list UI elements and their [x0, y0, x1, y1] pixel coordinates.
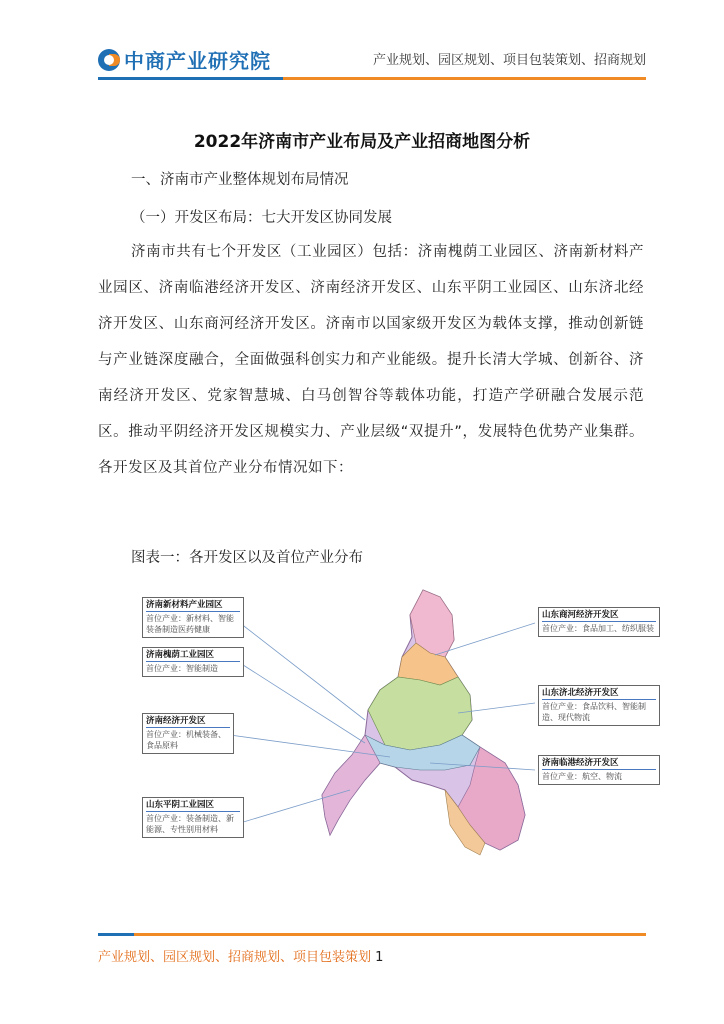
figure-caption: 图表一：各开发区以及首位产业分布	[131, 550, 363, 566]
callout-desc: 首位产业：食品饮料、智能制造、现代物流	[542, 702, 646, 722]
footer-divider-blue	[98, 933, 134, 936]
callout-title: 山东平阴工业园区	[146, 800, 240, 812]
page-number: 1	[375, 950, 384, 965]
callout-lingang-zone	[538, 755, 660, 785]
callout-title: 济南新材料产业园区	[146, 600, 240, 612]
body-paragraph: 济南市共有七个开发区（工业园区）包括：济南槐荫工业园区、济南新材料产业园区、济南临港经济开发区、济南经济开发区、山东平阴工业园区、山东济北经济开发区、山东商河经济开发区。济南市以国家级开发区为载体支撑，推动创新链与产业链深度融合，全面做强科创实力和产业能级。提升长清大学城、创新谷、济南经济开发区、党家智慧城、白马创智谷等载体功能，打造产学研融合发展示范区。推动平阴经济开发区规模实力、产业层级“双提升”，发展特色优势产业集群。各开发区及其首位产业分布情况如下：	[98, 244, 644, 476]
callout-title: 济南槐荫工业园区	[146, 650, 240, 662]
callout-jingji-zone	[142, 713, 234, 754]
brand-name: 中商产业研究院	[124, 49, 271, 73]
callout-huaiyin-park	[142, 647, 244, 677]
footer-divider-orange	[134, 933, 646, 936]
callout-title: 山东商河经济开发区	[542, 610, 656, 622]
callout-pingyin-park	[142, 797, 244, 838]
header-tagline: 产业规划、园区规划、项目包装策划、招商规划	[372, 53, 646, 68]
callout-desc: 首位产业：航空、物流	[542, 772, 622, 781]
callout-desc: 首位产业：食品加工、纺织服装	[542, 624, 654, 633]
header-divider-orange	[283, 77, 646, 80]
callout-desc: 首位产业：新材料、智能装备制造医药健康	[146, 614, 234, 634]
development-zone-map	[140, 585, 660, 885]
page-footer	[98, 946, 383, 965]
footer-text: 产业规划、园区规划、招商规划、项目包装策划	[98, 950, 372, 965]
callout-title: 济南经济开发区	[146, 716, 230, 728]
callout-desc: 首位产业：装备制造、新能源、专性别用材料	[146, 814, 234, 834]
callout-desc: 首位产业：智能制造	[146, 664, 218, 673]
callout-jibei-zone	[538, 685, 660, 726]
document-title: 2022年济南市产业布局及产业招商地图分析	[193, 132, 531, 152]
brand-logo-icon	[98, 49, 120, 71]
callout-xincailiao-park	[142, 597, 244, 638]
map-region-west	[322, 735, 380, 835]
brand-logo	[98, 45, 271, 74]
header-divider-blue	[98, 77, 283, 80]
callout-desc: 首位产业：机械装备、食品原料	[146, 730, 226, 750]
page-header	[0, 0, 724, 90]
subsection-heading: （一）开发区布局：七大开发区协同发展	[131, 210, 392, 226]
section-heading: 一、济南市产业整体规划布局情况	[131, 172, 349, 188]
callout-shanghe-zone	[538, 607, 660, 637]
callout-title: 济南临港经济开发区	[542, 758, 656, 770]
callout-title: 山东济北经济开发区	[542, 688, 656, 700]
